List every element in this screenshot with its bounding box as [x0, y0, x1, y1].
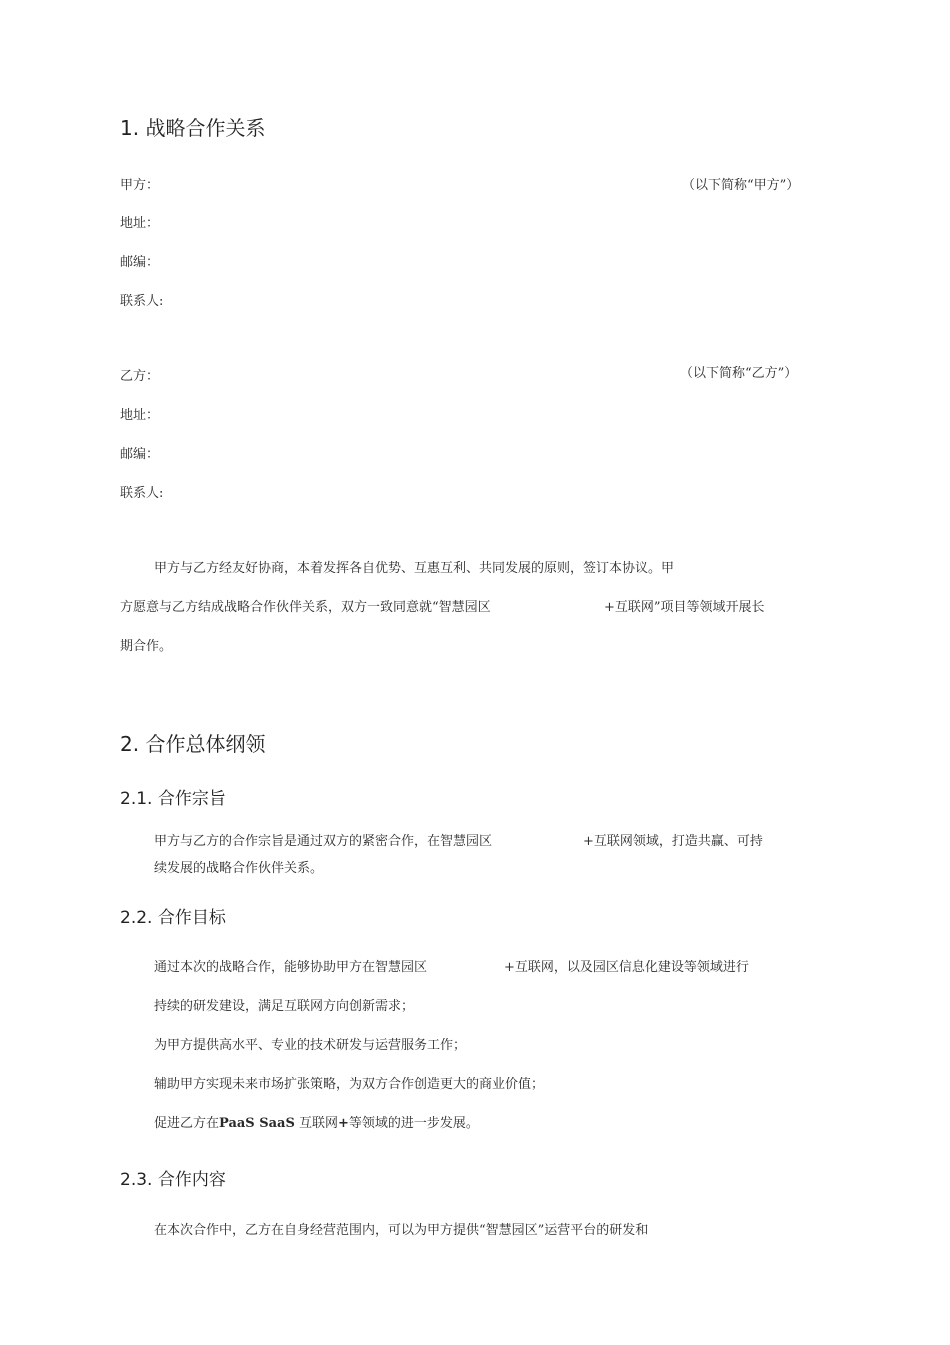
subsection-2-1-title: 2.1. 合作宗旨: [120, 789, 226, 809]
purpose-line-2: 续发展的战略合作伙伴关系。: [154, 861, 324, 876]
content-line-1: 在本次合作中，乙方在自身经营范围内，可以为甲方提供“智慧园区”运营平台的研发和: [154, 1223, 649, 1238]
section-2-title: 2. 合作总体纲领: [120, 732, 266, 756]
goal-line-5-prefix: 促进乙方在: [154, 1116, 220, 1131]
goal-line-2: 持续的研发建设，满足互联网方向创新需求；: [154, 999, 415, 1014]
party-b-address: 地址：: [120, 408, 160, 423]
goal-line-5-plus: +: [337, 1116, 349, 1131]
party-b-alias: （以下简称“乙方”）: [680, 366, 798, 381]
subsection-2-3-title: 2.3. 合作内容: [120, 1170, 226, 1190]
intro-line-2a: 方愿意与乙方结成战略合作伙伴关系，双方一致同意就“智慧园区: [120, 600, 491, 615]
party-b-label: 乙方：: [120, 369, 160, 384]
purpose-line-1a: 甲方与乙方的合作宗旨是通过双方的紧密合作，在智慧园区: [154, 834, 493, 849]
goal-line-1a: 通过本次的战略合作，能够协助甲方在智慧园区: [154, 960, 428, 975]
goal-line-5: [154, 1112, 479, 1131]
party-a-address: 地址：: [120, 216, 160, 231]
goal-line-4: 辅助甲方实现未来市场扩张策略，为双方合作创造更大的商业价值；: [154, 1077, 545, 1092]
party-a-postcode: 邮编：: [120, 255, 160, 270]
section-1-title: 1. 战略合作关系: [120, 116, 266, 140]
party-a-alias: （以下简称“甲方”）: [682, 178, 800, 193]
goal-line-3: 为甲方提供高水平、专业的技术研发与运营服务工作；: [154, 1038, 467, 1053]
subsection-2-2-title: 2.2. 合作目标: [120, 908, 226, 928]
party-b-postcode: 邮编：: [120, 447, 160, 462]
goal-line-1b: +互联网，以及园区信息化建设等领域进行: [504, 960, 749, 975]
intro-line-3: 期合作。: [120, 639, 173, 654]
purpose-line-1b: +互联网领域，打造共赢、可持: [583, 834, 763, 849]
party-a-contact: 联系人:: [120, 294, 164, 309]
goal-line-5-suffix: 等领域的进一步发展。: [348, 1116, 479, 1131]
goal-line-5-internet: 互联网: [294, 1116, 338, 1131]
intro-line-1: 甲方与乙方经友好协商，本着发挥各自优势、互惠互利、共同发展的原则，签订本协议。甲: [154, 561, 675, 576]
party-b-contact: 联系人:: [120, 486, 164, 501]
intro-line-2b: +互联网”项目等领域开展长: [604, 600, 765, 615]
goal-line-5-paas-saas: PaaS SaaS: [219, 1116, 295, 1131]
party-a-label: 甲方：: [120, 178, 160, 193]
